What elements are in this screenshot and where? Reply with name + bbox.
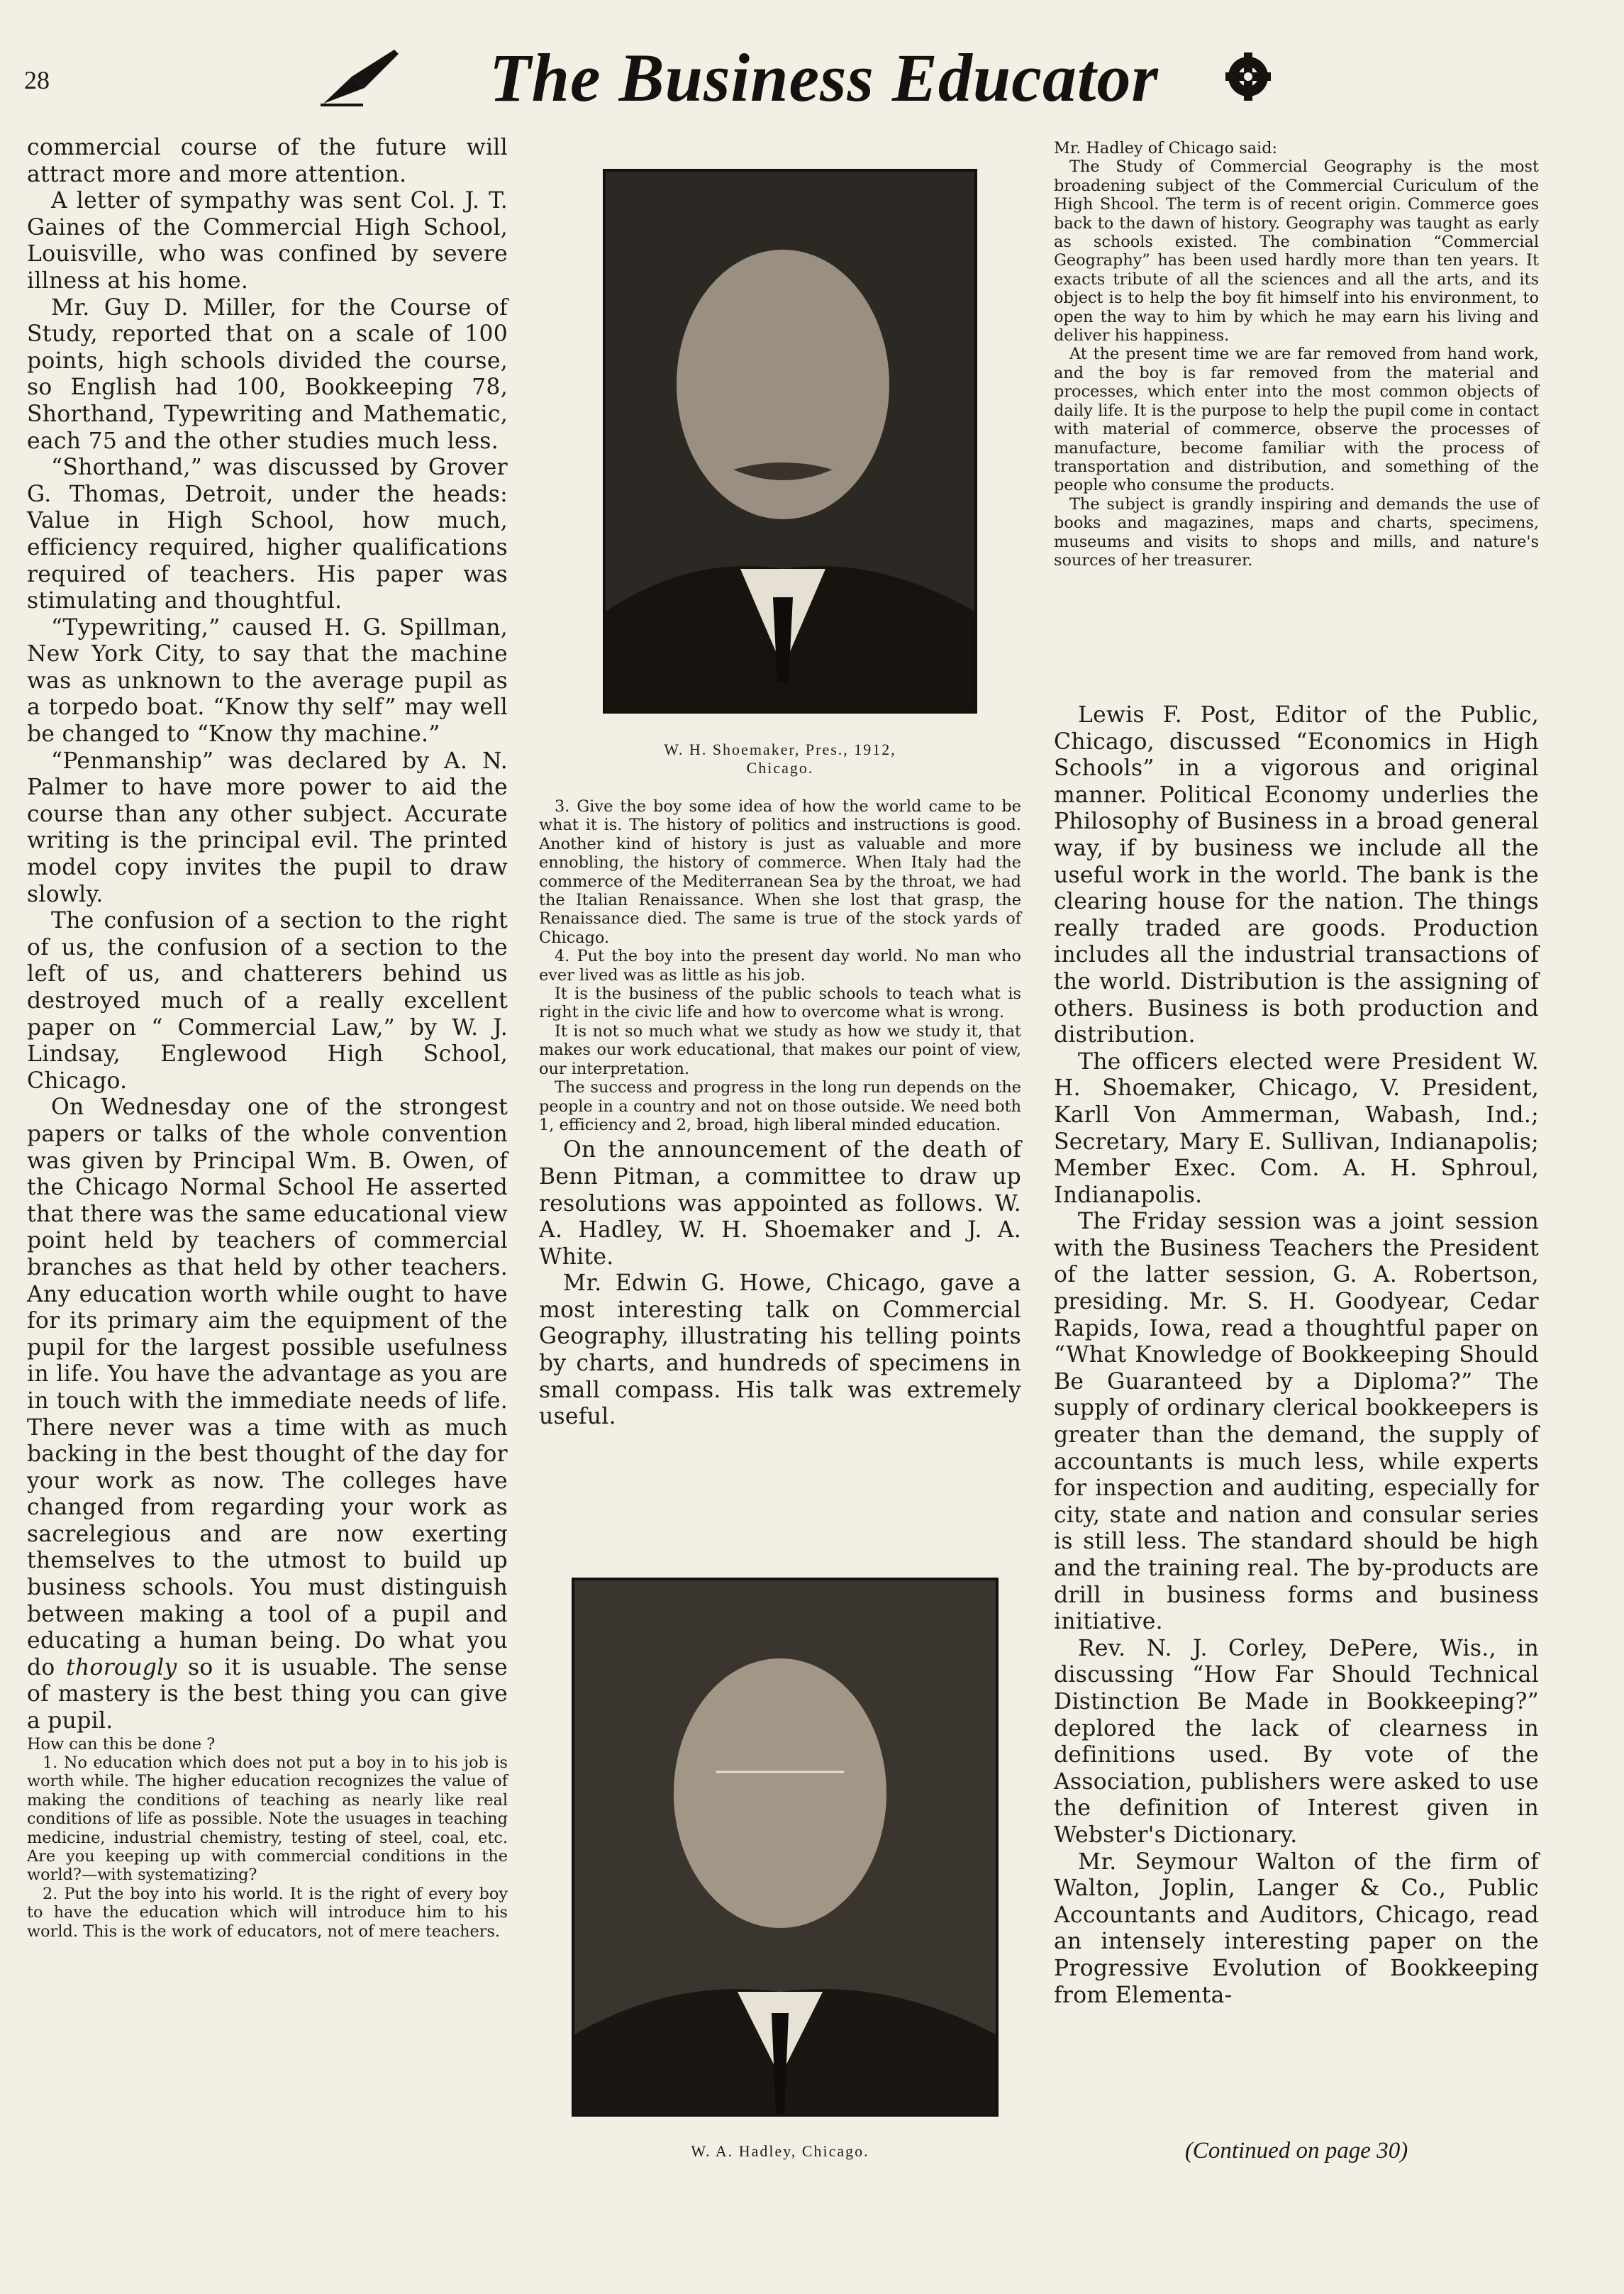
middle-column [539, 797, 1021, 1431]
small-paragraph: It is the business of the public schools to teach what is right in the civic life and how to overcome what is wrong. [539, 985, 1021, 1022]
article-paragraph: On the announcement of the death of Benn Pitman, a committee to draw up resolutions was appointed as follows. W. A. Hadley, W. H. Shoemaker and J. A. White. [539, 1137, 1021, 1270]
owen-text: On Wednesday one of the strongest papers or talks of the whole convention was given by Principal Wm. B. Owen, of the Chicago Normal School He asserted that there was the same educational view point held by teachers of commercial branches as that held by other teachers. Any education worth while ought to have for its primary aim the equipment of the pupil for the largest possible usefulness in life. You have the advantage as you are in touch with the immediate needs of life. There never was a time with as much backing in the best thought of the day for your work as now. The colleges have changed from regarding your work as sacrelegious and are now exerting themselves to the utmost to build up business schools. You must distinguish between making a tool of a pupil and educating a human being. Do what you do [27, 1095, 508, 1680]
article-paragraph-owen [27, 1095, 508, 1734]
article-paragraph: “Typewriting,” caused H. G. Spillman, New York City, to say that the machine was as unknown to the average pupil as a torpedo boat. “Know thy self” may well be changed to “Know thy machine.” [27, 614, 508, 748]
masthead-title: The Business Educator [489, 40, 1159, 116]
article-paragraph: The confusion of a section to the right of us, the confusion of a section to the left of us, and chatterers behind us destroyed much of a really excellent paper on “ Commercial Law,” by W. J. Lindsay, Englewood High School, Chicago. [27, 908, 508, 1094]
small-paragraph: The Study of Commercial Geography is the most broadening subject of the Commercial Curiculum of the High Shcool. The term is of recent origin. Commerce goes back to the dawn of history. Geography was taught as early as schools existed. The combination “Commercial Geography” has been used hardly more than ten years. It exacts tribute of all the sciences and all the arts, and its object is to help the boy fit himself into his environment, to open the way to him by which he may earn his living and deliver his happiness. [1054, 157, 1539, 345]
small-paragraph: 4. Put the boy into the present day world. No man who ever lived was as little as his job. [539, 947, 1021, 985]
article-paragraph: “Penmanship” was declared by A. N. Palmer to have more power to aid the course than any other subject. Accurate writing is the principal evil. The printed model copy invites the pupil to draw slowly. [27, 748, 508, 907]
small-paragraph: 2. Put the boy into his world. It is the right of every boy to have the education which will introduce him to his world. This is the work of educators, not of mere teachers. [27, 1884, 508, 1941]
right-column-quote [1054, 139, 1539, 570]
small-paragraph: Mr. Hadley of Chicago said: [1054, 139, 1278, 157]
small-paragraph: At the present time we are far removed from hand work, and the boy is far removed from the material and processes, which enter into the most common objects of daily life. It is the purpose to help the pupil come in contact with material of commerce, observe the processes of manufacture, become familiar with the process of transportation and distribution, and something of the people who consume the products. [1054, 345, 1539, 495]
small-paragraph: The success and progress in the long run depends on the people in a country and not on those outside. We need both 1, efficiency and 2, broad, high liberal minded education. [539, 1078, 1021, 1134]
right-column [1054, 702, 1539, 2009]
italic-word: thorougly [66, 1654, 177, 1680]
portrait-photo-shoemaker [603, 169, 977, 714]
article-paragraph: commercial course of the future will attract more and more attention. [27, 135, 508, 187]
article-paragraph: Rev. N. J. Corley, DePere, Wis., in discussing “How Far Should Technical Distinction Be Made in Bookkeeping?” deplored the lack of clearness in definitions used. By vote of the Association, publishers were asked to use the definition of Interest given in Webster's Dictionary. [1054, 1635, 1539, 1848]
small-paragraph: It is not so much what we study as how we study it, that makes our work educational, that makes our point of view, our interpretation. [539, 1021, 1021, 1078]
portrait-photo-hadley [572, 1578, 999, 2117]
emblem-icon [1221, 50, 1275, 104]
article-paragraph: The officers elected were President W. H. Shoemaker, Chicago, V. President, Karll Von Ammerman, Wabash, Ind.; Secretary, Mary E. Sullivan, Indianapolis; Member Exec. Com. A. H. Sphroul, Indianapolis. [1054, 1048, 1539, 1208]
photo-caption: W. A. Hadley, Chicago. [691, 2142, 869, 2160]
article-paragraph: “Shorthand,” was discussed by Grover G. Thomas, Detroit, under the heads: Value in High School, how much, efficiency required, higher qualifications required of teachers. His paper was stimulating and thoughtful. [27, 455, 508, 614]
small-paragraph: How can this be done ? [27, 1734, 216, 1753]
article-paragraph: Mr. Seymour Walton of the firm of Walton, Joplin, Langer & Co., Public Accountants and Auditors, Chicago, read an intensely interesting paper on the Progressive Evolution of Bookkeeping from Elementa- [1054, 1849, 1539, 2008]
owen-text-end: so it is usuable. The sense of mastery is the best thing you can give a pupil. [27, 1654, 508, 1734]
left-column [27, 135, 508, 1941]
article-paragraph: A letter of sympathy was sent Col. J. T. Gaines of the Commercial High School, Louisville, who was confined by severe illness at his home. [27, 188, 508, 294]
small-paragraph: The subject is grandly inspiring and demands the use of books and magazines, maps and charts, specimens, museums and visits to shops and mills, and nature's sources of her treasurer. [1054, 494, 1539, 570]
article-paragraph: The Friday session was a joint session with the Business Teachers the President of the latter session, G. A. Robertson, presiding. Mr. S. H. Goodyear, Cedar Rapids, Iowa, read a thoughtful paper on “What Knowledge of Bookkeeping Should Be Guaranteed by a Diploma?” The supply of ordinary clerical bookkeepers is greater than the demand, the supply of accountants is much less, while experts for inspection and auditing, especially for city, state and nation and consular series is still less. The standard should be high and the training real. The by-products are drill in business forms and business initiative. [1054, 1209, 1539, 1635]
article-paragraph: Mr. Guy D. Miller, for the Course of Study, reported that on a scale of 100 points, high schools divided the course, so English had 100, Bookkeeping 78, Shorthand, Typewriting and Mathematic, each 75 and the other studies much less. [27, 294, 508, 454]
pen-nib-icon [321, 44, 400, 108]
small-paragraph: 3. Give the boy some idea of how the world came to be what it is. The history of politics and instructions is good. Another kind of history is just as valuable and more ennobling, the history of commerce. When Italy had the commerce of the Mediterranean Sea by the throat, we had the Italian Renaissance. When she lost that grasp, the Renaissance died. The same is true of the stock yards of Chicago. [539, 797, 1021, 947]
photo-caption: W. H. Shoemaker, Pres., 1912, Chicago. [664, 741, 896, 777]
article-paragraph: Lewis F. Post, Editor of the Public, Chicago, discussed “Economics in High Schools” in a vigorous and original manner. Political Economy underlies the Philosophy of Business in a broad general way, if by business we include all the useful work in the world. The bank is the clearing house for the nation. The things really traded are goods. Production includes all the industrial transactions of the world. Distribution is the assigning of others. Business is both production and distribution. [1054, 702, 1539, 1048]
continued-note: (Continued on page 30) [1184, 2138, 1408, 2163]
small-paragraph: 1. No education which does not put a boy in to his job is worth while. The higher education recognizes the value of making the conditions of teaching as nearly like real conditions of life as possible. Note the usuages in teaching medicine, industrial chemistry, testing of steel, coal, etc. Are you keeping up with commercial conditions in the world?—with systematizing? [27, 1753, 508, 1885]
page-number: 28 [24, 66, 50, 94]
article-paragraph: Mr. Edwin G. Howe, Chicago, gave a most interesting talk on Commercial Geography, illustrating his telling points by charts, and hundreds of specimens in small compass. His talk was extremely useful. [539, 1270, 1021, 1430]
